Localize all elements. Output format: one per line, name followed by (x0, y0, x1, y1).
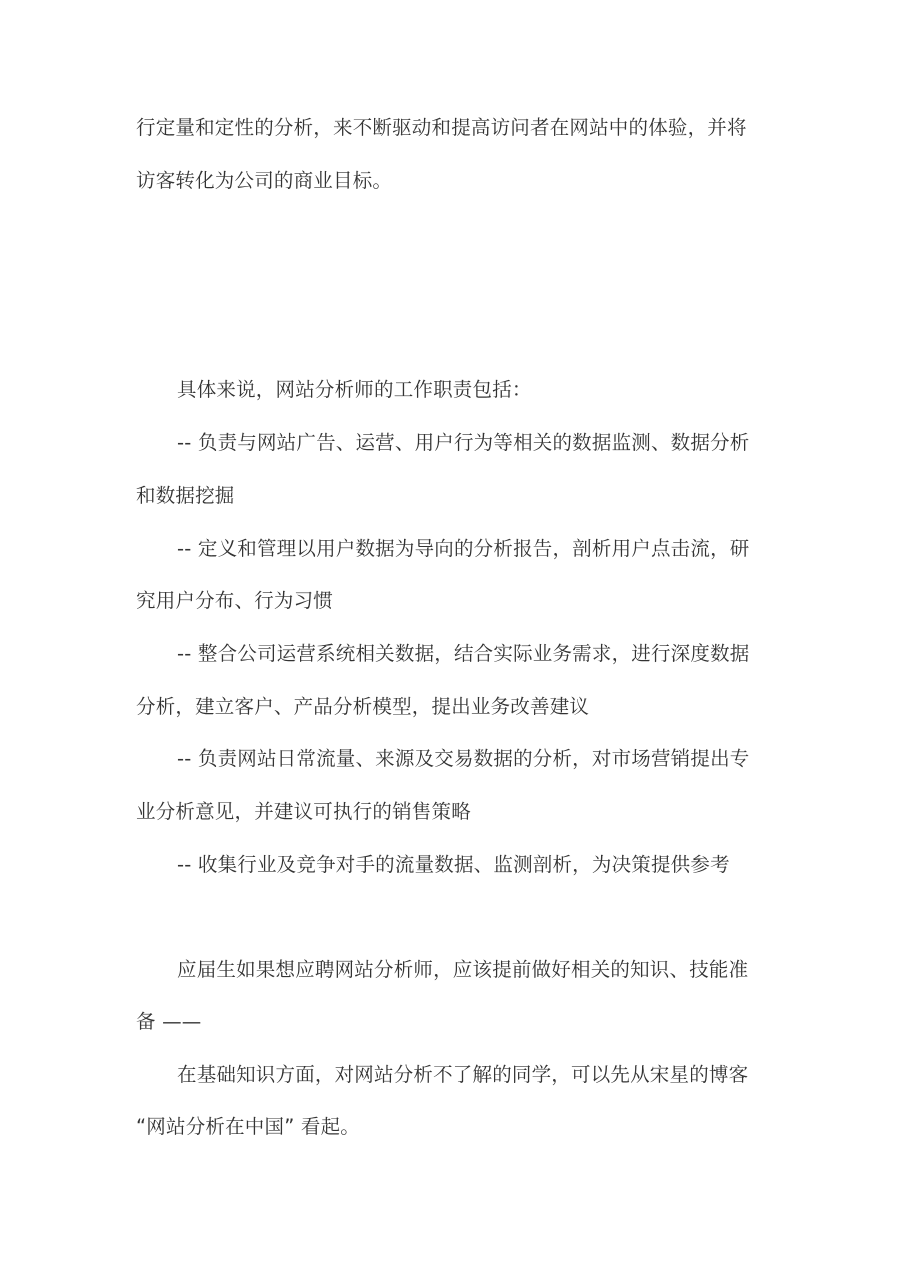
paragraph-intro-line-1: 行定量和定性的分析，来不断驱动和提高访问者在网站中的体验，并将 (136, 116, 747, 139)
responsibility-item-1-line-2: 和数据挖掘 (136, 484, 235, 507)
preparation-paragraph-line-2: 备 —— (136, 1010, 202, 1033)
responsibility-item-3-line-1: -- 整合公司运营系统相关数据，结合实际业务需求，进行深度数据 (177, 642, 750, 665)
responsibility-item-5: -- 收集行业及竞争对手的流量数据、监测剖析，为决策提供参考 (177, 853, 730, 876)
responsibility-item-4-line-1: -- 负责网站日常流量、来源及交易数据的分析，对市场营销提出专 (177, 747, 750, 770)
responsibility-item-1-line-1: -- 负责与网站广告、运营、用户行为等相关的数据监测、数据分析 (177, 431, 750, 454)
basics-paragraph-line-2: “网站分析在中国” 看起。 (136, 1115, 361, 1138)
responsibility-item-2-line-2: 究用户分布、行为习惯 (136, 589, 334, 612)
responsibility-item-2-line-1: -- 定义和管理以用户数据为导向的分析报告，剖析用户点击流，研 (177, 537, 750, 560)
preparation-paragraph-line-1: 应届生如果想应聘网站分析师，应该提前做好相关的知识、技能准 (177, 958, 749, 981)
basics-paragraph-line-1: 在基础知识方面，对网站分析不了解的同学，可以先从宋星的博客 (177, 1063, 749, 1086)
responsibilities-heading: 具体来说，网站分析师的工作职责包括： (177, 378, 532, 401)
paragraph-intro-line-2: 访客转化为公司的商业目标。 (136, 169, 393, 192)
responsibility-item-4-line-2: 业分析意见，并建议可执行的销售策略 (136, 800, 471, 823)
responsibility-item-3-line-2: 分析，建立客户、产品分析模型，提出业务改善建议 (136, 695, 590, 718)
